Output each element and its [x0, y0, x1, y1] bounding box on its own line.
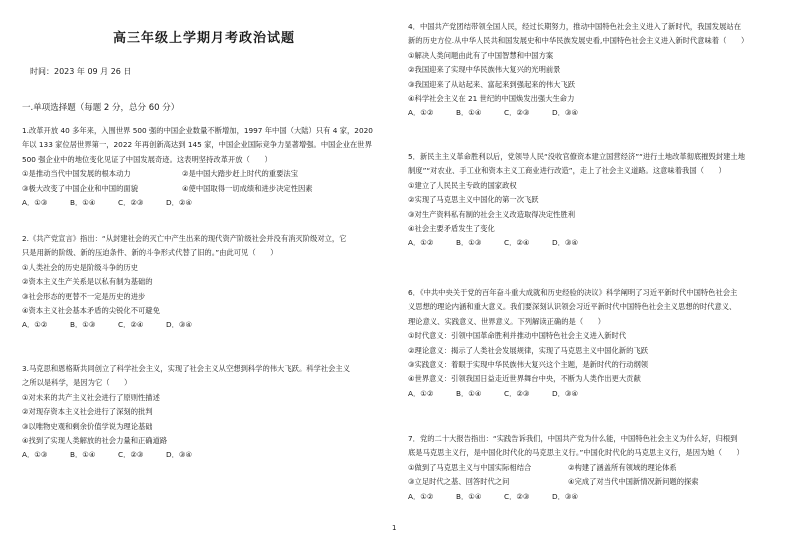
option-item: ③社会形态的更替不一定是历史的进步: [22, 291, 146, 301]
question-stem-line: 制度”“对农业、手工业和资本主义工商业进行改造”，走上了社会主义道路。这意味着我国（ ）: [408, 166, 726, 176]
option-item: ④使中国取得一切成绩和进步决定性因素: [182, 183, 313, 193]
answer-choice: A．①③: [22, 198, 48, 208]
question-stem-line: 新的历史方位.从中华人民共和国发展史和中华民族发展史看,中国特色社会主义进入新时代意味着（ ）: [408, 36, 749, 46]
option-item: ④完成了对当代中国新情况新问题的探索: [568, 477, 699, 487]
question-3: [22, 362, 388, 463]
option-item: ①解决人类问题由此有了中国智慧和中国方案: [408, 50, 554, 60]
answer-choice: C．②③: [118, 450, 144, 460]
answer-choice: D．③④: [552, 238, 578, 248]
answer-choice: D．③④: [166, 450, 192, 460]
answer-choice: A．①②: [408, 108, 434, 118]
answer-choice: A．①②: [22, 320, 48, 330]
exam-title: 高三年级上学期月考政治试题: [112, 31, 295, 46]
option-item: ①对未来的共产主义社会进行了原则性描述: [22, 392, 160, 402]
option-list: [22, 167, 388, 196]
question-stem-line: 理论意义、实践意义、世界意义。下列解读正确的是（ ）: [408, 316, 606, 326]
option-item: ③实践意义：着眼于实现中华民族伟大复兴这个主题，是新时代的行动纲领: [408, 360, 649, 370]
question-stem-line: 之所以是科学，是因为它（ ）: [22, 378, 132, 388]
question-stem-line: 3.马克思和恩格斯共同创立了科学社会主义，实现了社会主义从空想到科学的伟大飞跃。科学社会主义: [22, 364, 351, 373]
answer-choice: B．①④: [70, 198, 96, 208]
question-stem-line: 年以 133 家位居世界第一，2022 年再创新高达到 145 家，中国企业国际竞争力显著增强。中国企业在世界: [22, 140, 372, 150]
answer-choice: A．①②: [408, 238, 434, 248]
question-stem-line: 6．《中共中央关于党的百年奋斗重大成就和历史经验的决议》科学阐明了习近平新时代中国特色社会主: [408, 288, 738, 297]
option-item: ②理论意义：揭示了人类社会发展规律，实现了马克思主义中国化新的飞跃: [408, 345, 649, 355]
option-item: ③对生产资料私有制的社会主义改造取得决定性胜利: [408, 209, 576, 219]
answer-choices: [22, 448, 388, 462]
answer-choice: C．②③: [504, 388, 530, 398]
option-item: ④找到了实现人类解放的社会力量和正确道路: [22, 436, 168, 446]
option-item: ②构建了涵盖所有领域的理论体系: [568, 462, 677, 472]
answer-choice: B．①③: [70, 320, 96, 330]
answer-choice: C．②③: [504, 108, 530, 118]
question-stem-line: 500 强企业中的地位变化见证了中国发展奇迹。这表明坚持改革开放（ ）: [22, 154, 272, 164]
answer-choice: A．①②: [408, 491, 434, 501]
question-stem-line: 4．中国共产党团结带领全国人民，经过长期努力，推动中国特色社会主义进入了新时代，我国发展站在: [408, 22, 741, 31]
answer-choices: [408, 106, 774, 120]
answer-choice: C．②④: [118, 320, 144, 330]
option-item: ③立足时代之基、回答时代之问: [408, 477, 510, 487]
option-item: ③以唯物史观和剩余价值学说为理论基础: [22, 421, 153, 431]
option-item: ①是推动当代中国发展的根本动力: [22, 169, 131, 179]
option-item: ②对现存资本主义社会进行了深刻的批判: [22, 407, 153, 417]
answer-choices: [408, 387, 774, 401]
question-6: [408, 286, 774, 401]
answer-choices: [22, 196, 388, 210]
answer-choice: B．①④: [456, 108, 482, 118]
option-item: ①建立了人民民主专政的国家政权: [408, 180, 517, 190]
answer-choice: D．③④: [552, 491, 578, 501]
option-item: ①人类社会的历史是阶级斗争的历史: [22, 262, 138, 272]
question-2: [22, 232, 388, 333]
option-item: ②资本主义生产关系是以私有制为基础的: [22, 277, 153, 287]
option-item: ①做到了马克思主义与中国实际相结合: [408, 462, 532, 472]
page-number: 1: [392, 524, 397, 532]
option-item: ③极大改变了中国企业和中国的面貌: [22, 183, 138, 193]
option-item: ②我国迎来了实现中华民族伟大复兴的光明前景: [408, 65, 561, 75]
answer-choice: D．③④: [166, 320, 192, 330]
option-item: ④科学社会主义在 21 世纪的中国焕发出强大生命力: [408, 94, 575, 104]
answer-choice: B．①④: [70, 450, 96, 460]
answer-choice: D．②④: [166, 198, 192, 208]
question-5: [408, 150, 774, 251]
section-heading: 一.单项选择题（每题 2 分，总分 60 分）: [22, 103, 180, 113]
question-stem-line: 底是马克思主义行，是中国化时代化的马克思主义行。”中国化时代化的马克思主义行，是因为她（ ）: [408, 448, 744, 458]
question-stem-line: 2.《共产党宣言》指出：“从封建社会的灭亡中产生出来的现代资产阶级社会并没有消灭阶级对立，它: [22, 234, 347, 243]
option-item: ④资本主义社会基本矛盾的尖锐化不可避免: [22, 306, 160, 316]
exam-date: 时间：2023 年 09 月 26 日: [30, 67, 132, 76]
answer-choices: [408, 490, 774, 504]
answer-choice: B．①④: [456, 491, 482, 501]
answer-choice: C．②③: [504, 491, 530, 501]
question-stem-line: 1.改革开放 40 多年来，入围世界 500 强的中国企业数量不断增加，1997 年中国（大陆）只有 4 家，2020: [22, 126, 373, 135]
option-list: [408, 461, 774, 490]
answer-choice: B．①③: [456, 238, 482, 248]
answer-choice: B．①④: [456, 388, 482, 398]
answer-choice: C．②④: [504, 238, 530, 248]
option-item: ①时代意义：引领中国革命胜利并推动中国特色社会主义进入新时代: [408, 331, 627, 341]
answer-choice: A．①③: [22, 450, 48, 460]
question-4: [408, 20, 774, 121]
answer-choice: D．③④: [552, 108, 578, 118]
answer-choice: D．③④: [552, 388, 578, 398]
option-item: ④社会主要矛盾发生了变化: [408, 224, 495, 234]
option-item: ②实现了马克思主义中国化的第一次飞跃: [408, 195, 539, 205]
question-stem-line: 7．党的二十大报告指出：“实践告诉我们，中国共产党为什么能，中国特色社会主义为什么好，归根到: [408, 434, 738, 443]
option-item: ②是中国大踏步赶上时代的重要法宝: [182, 169, 298, 179]
option-item: ③我国迎来了从站起来、富起来到强起来的伟大飞跃: [408, 79, 576, 89]
answer-choice: C．②③: [118, 198, 144, 208]
question-stem-line: 只是用新的阶级、新的压迫条件、新的斗争形式代替了旧的。”由此可见（ ）: [22, 248, 278, 258]
answer-choices: [22, 318, 388, 332]
question-stem-line: 5．新民主主义革命胜利以后，党领导人民“没收官僚资本建立国营经济”“进行土地改革彻底摧毁封建土地: [408, 152, 746, 161]
question-7: [408, 432, 774, 504]
answer-choice: A．①②: [408, 388, 434, 398]
answer-choices: [408, 236, 774, 250]
question-stem-line: 义思想的理论内涵和重大意义。我们要深刻认识领会习近平新时代中国特色社会主义思想的时代意义、: [408, 302, 737, 312]
option-item: ④世界意义：引领我国日益走近世界舞台中央，不断为人类作出更大贡献: [408, 374, 641, 384]
question-1: [22, 124, 388, 210]
